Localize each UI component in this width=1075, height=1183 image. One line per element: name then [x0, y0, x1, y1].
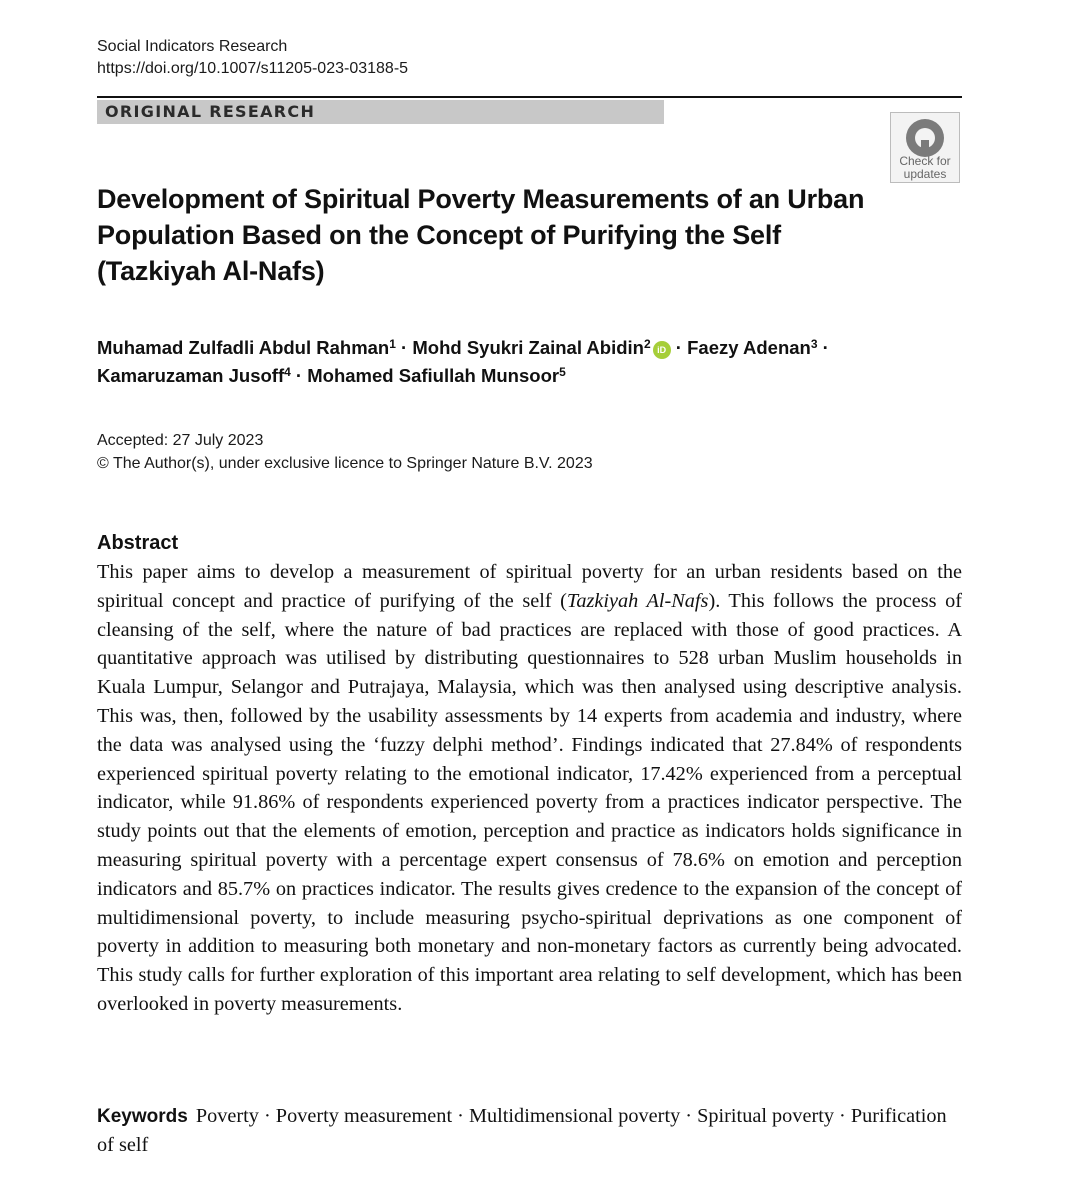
author-name[interactable]: Mohamed Safiullah Munsoor [307, 365, 560, 386]
journal-name: Social Indicators Research [97, 38, 288, 55]
article-category: ORIGINAL RESEARCH [105, 102, 316, 121]
author-affiliation: 5 [559, 365, 566, 379]
check-for-updates-label: Check for updates [899, 154, 951, 181]
abstract-heading: Abstract [97, 532, 179, 554]
header-rule [97, 96, 962, 98]
keywords-label: Keywords [97, 1106, 188, 1127]
author-name[interactable]: Muhamad Zulfadli Abdul Rahman [97, 337, 390, 358]
orcid-icon[interactable]: iD [653, 341, 671, 359]
check-for-updates-badge[interactable] [890, 112, 960, 183]
article-category-bar [97, 100, 664, 124]
abstract-body: This paper aims to develop a measurement of spiritual poverty for an urban residents based on the spiritual concept and practice of purifying of the self (Tazkiyah Al-Nafs). This follows the process of cleansing of the self, where the nature of bad practices are replaced with those of good practices. A quantitative approach was utilised by distributing questionnaires to 528 urban Muslim households in Kuala Lumpur, Selangor and Putrajaya, Malaysia, which was then analysed using descriptive analysis. This was, then, followed by the usability assessments by 14 experts from academia and industry, where the data was analysed using the ‘fuzzy delphi method’. Findings indicated that 27.84% of respondents experienced spiritual poverty relating to the emotional indicator, 17.42% experienced from a perceptual indicator, while 91.86% of respondents experienced poverty from a practices indicator perspective. The study points out that the elements of emotion, perception and practice as indicators holds significance in measuring spiritual poverty with a percentage expert consensus of 78.6% on emotion and perception indicators and 85.7% on practices indicator. The results gives credence to the expansion of the concept of multidimensional poverty, to include measuring psycho-spiritual deprivations as one component of poverty in addition to measuring both monetary and non-monetary factors as currently being advocated. This study calls for further exploration of this important area relating to self development, which has been overlooked in poverty measurements. [97, 561, 962, 1015]
copyright-notice: © The Author(s), under exclusive licence to Springer Nature B.V. 2023 [97, 455, 593, 472]
paper-title: Development of Spiritual Poverty Measurements of an Urban Population Based on the Concept of Purifying the Self (Tazkiyah Al-Nafs) [97, 184, 865, 286]
accepted-date: Accepted: 27 July 2023 [97, 432, 264, 449]
keywords-list: Poverty · Poverty measurement · Multidimensional poverty · Spiritual poverty · Purification of self [97, 1105, 947, 1156]
doi-link[interactable]: https://doi.org/10.1007/s11205-023-03188-5 [97, 60, 409, 77]
journal-header [97, 36, 408, 80]
author-affiliation: 2 [643, 337, 651, 351]
author-affiliation: 1 [389, 337, 396, 351]
author-name[interactable]: Kamaruzaman Jusoff [97, 365, 285, 386]
author-affiliation: 4 [284, 365, 291, 379]
author-list: Muhamad Zulfadli Abdul Rahman$^1$ · Mohd Syukri Zainal Abidin$^2$ iD · Faezy Adenan$^3$ · Kamaruzaman Jusoff$^4$ · Mohamed Safiullah Munsoor$^5$ [97, 337, 829, 386]
author-name[interactable]: Mohd Syukri Zainal Abidin [412, 337, 644, 358]
crossmark-icon [906, 119, 944, 157]
publication-dates [97, 429, 593, 475]
paper-page [97, 0, 962, 1183]
keywords [97, 1102, 962, 1160]
abstract-italic-term: Tazkiyah Al-Nafs [566, 589, 709, 612]
author-affiliation: 3 [810, 337, 818, 351]
author-name[interactable]: Faezy Adenan [687, 337, 811, 358]
